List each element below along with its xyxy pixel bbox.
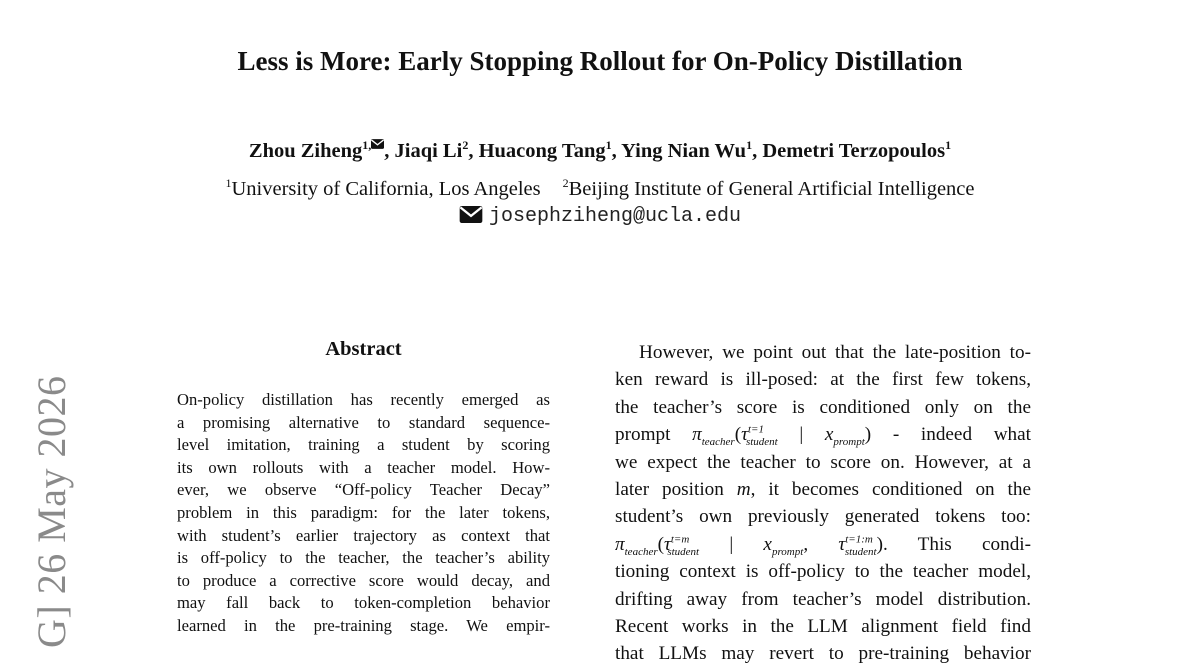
paper-title: Less is More: Early Stopping Rollout for On-Policy Distillation [237, 46, 963, 76]
body-line: Recent works in the LLM alignment field find [615, 616, 1031, 638]
math-sub: student [667, 545, 700, 558]
math-sub: student [745, 436, 778, 449]
affiliations [0, 176, 1200, 201]
abstract-line: with student’s earlier trajectory as context that [177, 525, 550, 545]
affiliation-mark: 2 [562, 176, 569, 190]
math-sub: prompt [771, 545, 804, 558]
body-line: ken reward is ill-posed: at the first few tokens, [615, 369, 1031, 391]
body-text: later position [615, 479, 737, 501]
abstract-line: its own rollouts with a teacher model. How- [177, 457, 550, 477]
abstract-heading: Abstract [325, 338, 402, 360]
math-bar: | [799, 424, 804, 446]
body-line: we expect the teacher to score on. However, at a [615, 451, 1031, 473]
affiliation-mark: 1 [225, 176, 232, 190]
author-list: Zhou Ziheng$^{1,}$ , Jiaqi Li$^2$, Huacong Tang$^1$, Ying Nian Wu$^1$, Demetri Terzopoulos$^1$ [248, 138, 952, 162]
abstract-line: On-policy distillation has recently emerged as [177, 390, 550, 409]
math-sub: student [844, 545, 877, 558]
abstract-line: a promising alternative to standard sequence- [177, 412, 550, 432]
body-line [615, 476, 1031, 503]
body-line: drifting away from teacher’s model distribution. [615, 588, 1031, 610]
mail-icon [459, 206, 483, 223]
author-affil-mark: 1 [945, 138, 952, 152]
author-name: Zhou Ziheng [248, 139, 363, 162]
math-paren: ) [876, 533, 883, 555]
body-line [615, 531, 1031, 558]
contact-email-row [0, 205, 1200, 228]
math-sub: prompt [833, 436, 865, 449]
math-sub: teacher [701, 436, 735, 449]
math-bar: | [729, 533, 734, 555]
abstract-line: may fall back to token-completion behavior [177, 593, 550, 613]
body-text: prompt [615, 424, 693, 446]
abstract-line: learned in the pre-training stage. We empir- [177, 615, 550, 635]
math-tau: τ [838, 533, 846, 555]
body-line: that LLMs may revert to pre-training behavior [615, 643, 1031, 665]
author-affil-mark: 1, [362, 138, 372, 152]
body-line: tioning context is off-policy to the teacher model, [615, 561, 1031, 583]
author-name: Ying Nian Wu [621, 139, 747, 162]
math-x: x [763, 533, 772, 555]
author-name: Demetri Terzopoulos [762, 139, 946, 162]
math-paren: ) [864, 424, 872, 446]
body-text: . This condi- [882, 533, 1032, 555]
math-pi: π [692, 424, 702, 446]
author-name: Huacong Tang [478, 139, 606, 162]
abstract-line: level imitation, training a student by scoring [177, 435, 550, 455]
body-text: - indeed what [871, 424, 1031, 446]
math-sup: t=m [670, 533, 690, 546]
math-paren: ( [657, 533, 664, 555]
abstract-line: is off-policy to the teacher, the teacher’s ability [177, 548, 550, 568]
abstract-body [177, 389, 550, 638]
body-line: the teacher’s score is conditioned only on the [615, 396, 1031, 418]
author-name: Jiaqi Li [394, 139, 463, 162]
mail-icon [371, 139, 384, 149]
math-x: x [824, 424, 834, 446]
math-tau: τ [664, 533, 671, 555]
math-paren: ( [734, 424, 742, 446]
math-sup: t=1:m [845, 533, 873, 546]
affiliation-name: Beijing Institute of General Artificial Intelligence [568, 177, 975, 200]
author-affil-mark: 1 [605, 138, 612, 152]
contact-email[interactable]: josephziheng@ucla.edu [488, 205, 742, 228]
body-column [615, 339, 1031, 668]
body-line: student’s own previously generated tokens too: [615, 506, 1031, 528]
math-comma: , [803, 533, 809, 555]
arxiv-side-stamp: G] 26 May 2026 [29, 375, 74, 648]
abstract-line: ever, we observe “Off-policy Teacher Decay” [177, 480, 550, 500]
abstract-line: to produce a corrective score would decay, and [177, 570, 550, 590]
math-var: m [736, 479, 751, 501]
math-tau: τ [741, 424, 748, 446]
body-text: , it becomes conditioned on the [750, 479, 1031, 501]
affiliation-name: University of California, Los Angeles [231, 177, 541, 200]
author-affil-mark: 1 [746, 138, 753, 152]
math-pi: π [615, 533, 625, 555]
math-sub: teacher [624, 545, 658, 558]
abstract-line: problem in this paradigm: for the later tokens, [177, 502, 550, 522]
body-line [615, 421, 1031, 448]
math-sup: t=1 [747, 423, 764, 436]
body-line: However, we point out that the late-position to- [639, 342, 1031, 363]
author-affil-mark: 2 [462, 138, 469, 152]
